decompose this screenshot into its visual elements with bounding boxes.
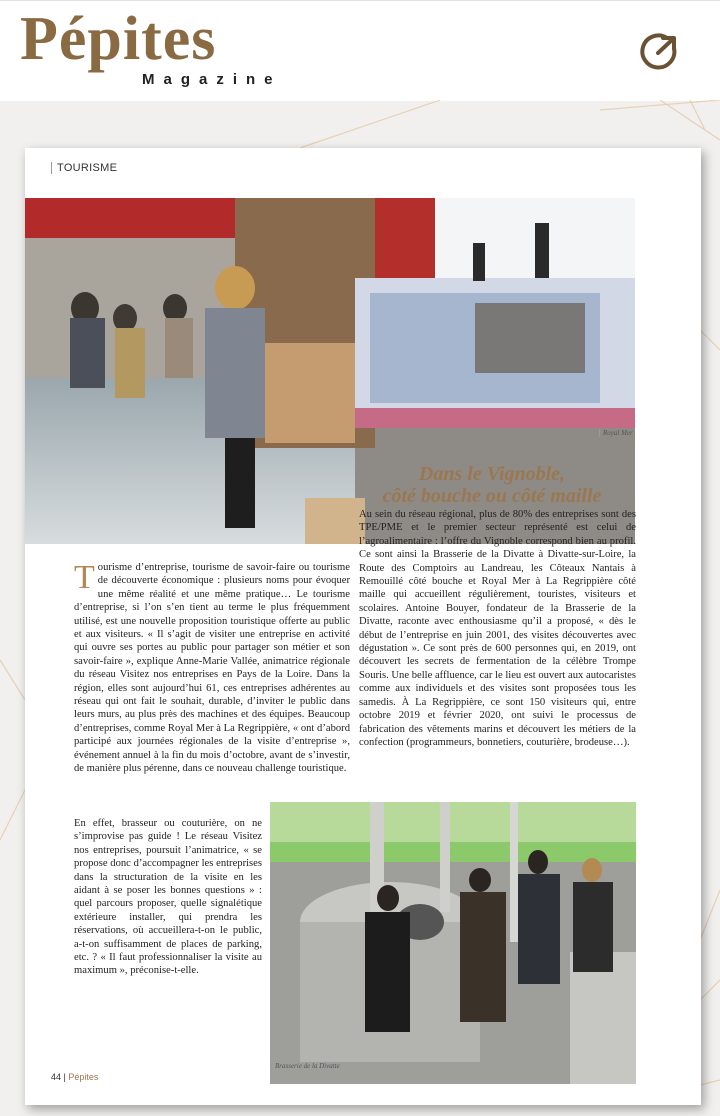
photo2-credit: Brasserie de la Divatte	[271, 1062, 340, 1070]
article-column-left	[74, 561, 350, 776]
headline-line1: Dans le Vignoble,	[418, 463, 566, 486]
article-column-right: Au sein du réseau régional, plus de 80% des entreprises sont des TPE/PME et le premier secteur représenté est celui de l’agroalimentaire : l’offre du Vignoble correspond bien au profil. Ce sont ainsi la Brasserie de la Divatte à Divatte-sur-Loire, la Route des Comptoirs au Landreau, les Côteaux Nantais à Remouillé côté bouche et Royal Mer à La Regrippière côté maille qui accueillent régulièrement, touristes, visiteurs et scolaires. Antoine Bouyer, fondateur de la Brasserie de la Divatte, raconte avec enthousiasme qu’il a proposé, « dès le début de l’entreprise en juin 2001, des visites découvertes avec dégustation ». Ce sont près de 600 personnes qui, en 2019, ont découvert les secrets de fermentation de la célèbre Trompe Souris. Une belle affluence, car le lieu est ouvert aux autocaristes comme aux individuels et des visites sont proposées tous les samedis. À La Regrippière, ce sont 150 visiteurs qui, entre octobre 2019 et février 2020, ont suivi le processus de fabrication des vêtements marins et découvert les métiers de la confection (programmeurs, bonnetiers, couturière, brodeuse…).	[359, 509, 636, 748]
footer-separator: |	[63, 1072, 69, 1082]
external-link-icon	[640, 31, 680, 71]
app-header	[0, 0, 720, 101]
page-number: 44	[51, 1072, 62, 1082]
article-paragraph-1: ourisme d’entreprise, tourisme de savoir-faire ou tourisme de découverte économique : plusieurs noms pour évoquer une même réalité et une même pratique… Le tourisme d’entreprise, si l’on s’en tient au terme le plus fréquemment utilisé, est une nouvelle proposition touristique offerte au public et aux visiteurs. « Il s’agit de visiter une entreprise en activité qui ouvre ses portes au public pour partager son métier et son savoir-faire », explique Anne-Marie Vallée, animatrice régionale du réseau Visitez nos entreprises en Pays de la Loire. Dans la région, elles sont aujourd’hui 61, ces entreprises adhérentes au réseau qui ont fait le souhait, durable, d’inviter le public dans leurs murs, au plus près des machines et des équipes. Beaucoup d’entreprises, comme Royal Mer à La Regrippière, « ont d’abord participé aux journées régionales de la visite d’entreprise », événement annuel à la fin du mois d’octobre, avant de s’investir, de manière plus pérenne, dans ce nouveau challenge touristique.	[74, 562, 350, 775]
magazine-page	[25, 148, 701, 1105]
article-column-left-lower: En effet, brasseur ou couturière, on ne s’improvise pas guide ! Le réseau Visitez nos entreprises, poursuit l’animatrice, « se propose donc d’accompagner les entreprises dans la structuration de la visite en les aidant à se poser les bonnes questions » : quel parcours proposer, quelle signalétique extérieure installer, qui prendra les réservations, où accueillera-t-on le public, a-t-on suffisamment de places de parking, etc. ? « Il faut professionnaliser la visite au maximum », préconise-t-elle.	[74, 818, 262, 977]
logo-subtitle: Magazine	[142, 71, 282, 88]
photo-brasserie-divatte	[270, 802, 636, 1084]
page-footer	[51, 1072, 98, 1082]
article-headline	[347, 463, 637, 507]
external-link-button[interactable]	[640, 31, 680, 71]
section-tag: TOURISME	[51, 162, 117, 174]
dropcap: T	[74, 559, 95, 596]
magazine-logo[interactable]	[20, 5, 282, 88]
logo-title: Pépites	[20, 5, 217, 73]
photo1-credit: Royal Mer	[599, 429, 633, 437]
headline-line2: côté bouche ou côté maille	[382, 485, 602, 508]
footer-brand: Pépites	[68, 1072, 99, 1082]
